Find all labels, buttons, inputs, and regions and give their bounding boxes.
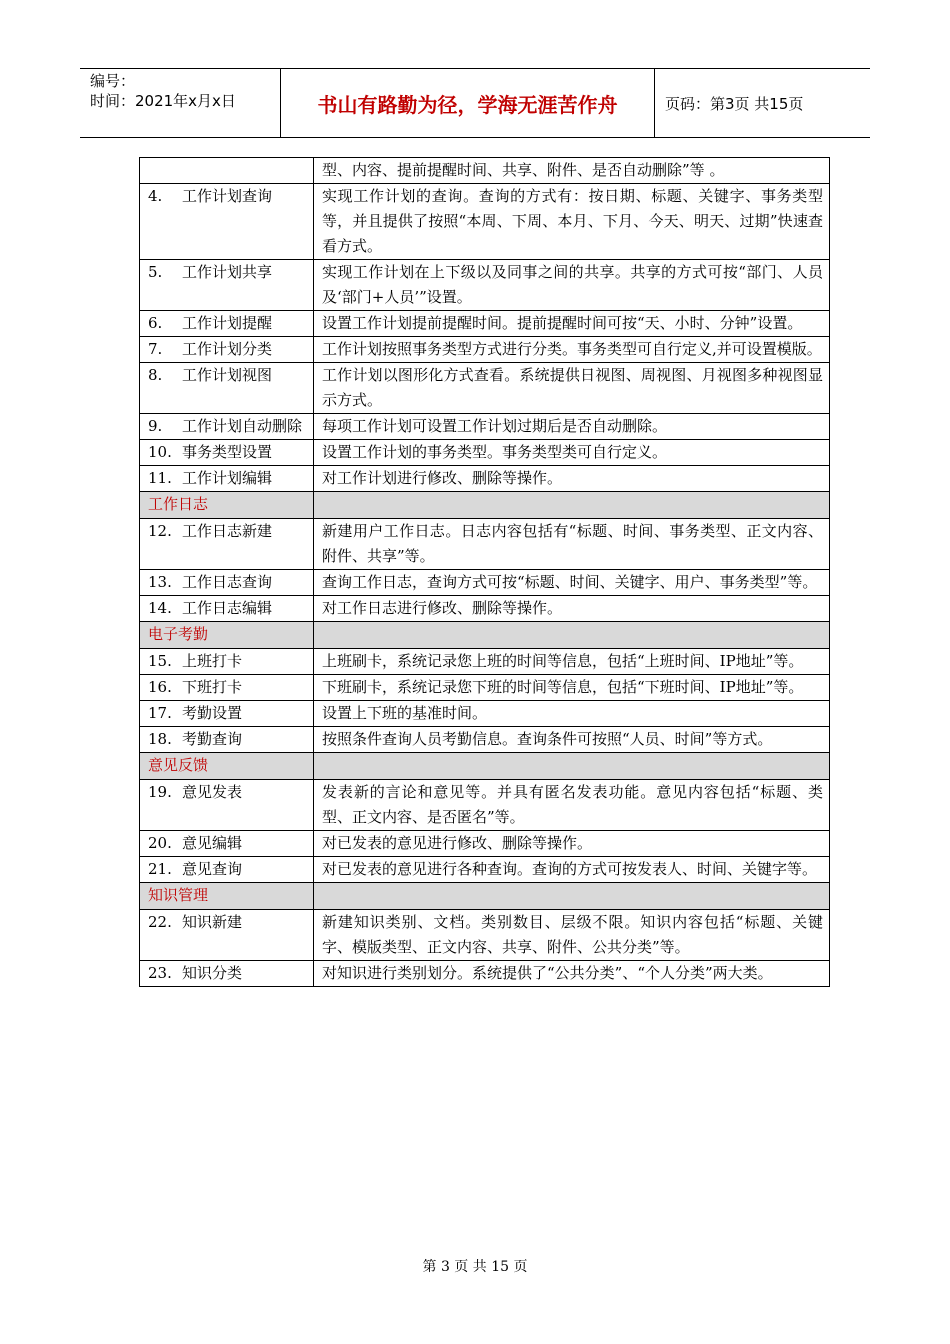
feature-cell: [140, 570, 314, 596]
feature-cell: [140, 701, 314, 727]
item-number: 16.: [148, 678, 172, 696]
feature-cell: [140, 466, 314, 492]
feature-name: 工作计划提醒: [182, 314, 273, 332]
item-number: 12.: [148, 522, 172, 540]
section-empty-cell: [314, 492, 830, 519]
section-title-cell: [140, 492, 314, 519]
doc-number-label: 编号：: [90, 72, 136, 90]
item-number: 20.: [148, 834, 172, 852]
feature-name: 考勤查询: [182, 730, 243, 748]
item-number: 9.: [148, 417, 163, 435]
feature-name: 工作计划共享: [182, 263, 273, 281]
section-title: 知识管理: [148, 886, 209, 904]
continuation-text: 型、内容、提前提醒时间、共享、附件、是否自动删除”等 。: [314, 158, 830, 184]
feature-description: 发表新的言论和意见等。并具有匿名发表功能。意见内容包括“标题、类型、正文内容、是否匿名”等。: [314, 780, 830, 831]
feature-cell: [140, 649, 314, 675]
feature-cell: [140, 675, 314, 701]
section-header-row: [140, 753, 830, 780]
table-row: [140, 857, 830, 883]
section-header-row: [140, 492, 830, 519]
continuation-row: [140, 158, 830, 184]
table-row: [140, 910, 830, 961]
table-row: [140, 466, 830, 492]
section-title-cell: [140, 753, 314, 780]
table-row: [140, 961, 830, 987]
page-header: [80, 68, 870, 138]
feature-cell: [140, 337, 314, 363]
feature-cell: [140, 596, 314, 622]
header-page-info: 页码：第3页 共15页: [665, 94, 804, 113]
item-number: 23.: [148, 964, 172, 982]
table-row: [140, 649, 830, 675]
table-row: [140, 519, 830, 570]
table-row: [140, 184, 830, 260]
feature-name: 事务类型设置: [182, 443, 273, 461]
table-row: [140, 570, 830, 596]
feature-cell: [140, 910, 314, 961]
table-row: [140, 780, 830, 831]
feature-name: 工作计划编辑: [182, 469, 273, 487]
item-number: 13.: [148, 573, 172, 591]
table-row: [140, 727, 830, 753]
item-number: 4.: [148, 187, 163, 205]
feature-cell: [140, 414, 314, 440]
feature-description: 对已发表的意见进行各种查询。查询的方式可按发表人、时间、关键字等。: [314, 857, 830, 883]
item-number: 11.: [148, 469, 172, 487]
item-number: 18.: [148, 730, 172, 748]
feature-description: 新建用户工作日志。日志内容包括有“标题、时间、事务类型、正文内容、附件、共享”等。: [314, 519, 830, 570]
feature-description: 上班刷卡，系统记录您上班的时间等信息，包括“上班时间、IP地址”等。: [314, 649, 830, 675]
feature-name: 考勤设置: [182, 704, 243, 722]
feature-description: 下班刷卡，系统记录您下班的时间等信息，包括“下班时间、IP地址”等。: [314, 675, 830, 701]
table-row: [140, 337, 830, 363]
feature-name: 工作日志新建: [182, 522, 273, 540]
feature-name: 工作计划分类: [182, 340, 273, 358]
section-empty-cell: [314, 622, 830, 649]
table-row: [140, 363, 830, 414]
item-number: 7.: [148, 340, 163, 358]
section-title: 电子考勤: [148, 625, 209, 643]
feature-name: 下班打卡: [182, 678, 243, 696]
table-row: [140, 596, 830, 622]
feature-name: 工作计划视图: [182, 366, 273, 384]
page-footer: 第 3 页 共 15 页: [422, 1259, 528, 1275]
section-header-row: [140, 622, 830, 649]
feature-cell: [140, 961, 314, 987]
table-row: [140, 414, 830, 440]
feature-name: 意见查询: [182, 860, 243, 878]
feature-description: 工作计划以图形化方式查看。系统提供日视图、周视图、月视图多种视图显示方式。: [314, 363, 830, 414]
section-title: 意见反馈: [148, 756, 209, 774]
feature-description: 查询工作日志，查询方式可按“标题、时间、关键字、用户、事务类型”等。: [314, 570, 830, 596]
table-row: [140, 701, 830, 727]
item-number: 10.: [148, 443, 172, 461]
item-number: 15.: [148, 652, 172, 670]
feature-cell: [140, 727, 314, 753]
continuation-empty-cell: [140, 158, 314, 184]
feature-description: 对已发表的意见进行修改、删除等操作。: [314, 831, 830, 857]
feature-cell: [140, 311, 314, 337]
feature-description: 设置工作计划提前提醒时间。提前提醒时间可按“天、小时、分钟”设置。: [314, 311, 830, 337]
item-number: 14.: [148, 599, 172, 617]
feature-description: 对工作日志进行修改、删除等操作。: [314, 596, 830, 622]
table-row: [140, 831, 830, 857]
feature-description: 工作计划按照事务类型方式进行分类。事务类型可自行定义,并可设置模版。: [314, 337, 830, 363]
feature-name: 知识分类: [182, 964, 243, 982]
feature-name: 意见编辑: [182, 834, 243, 852]
section-title: 工作日志: [148, 495, 209, 513]
feature-cell: [140, 831, 314, 857]
doc-time-label: 时间：2021年x月x日: [90, 92, 236, 110]
feature-cell: [140, 780, 314, 831]
feature-description: 设置上下班的基准时间。: [314, 701, 830, 727]
feature-name: 上班打卡: [182, 652, 243, 670]
feature-table-body: [140, 158, 830, 987]
item-number: 17.: [148, 704, 172, 722]
feature-cell: [140, 363, 314, 414]
feature-cell: [140, 184, 314, 260]
item-number: 8.: [148, 366, 163, 384]
section-empty-cell: [314, 883, 830, 910]
item-number: 22.: [148, 913, 172, 931]
item-number: 6.: [148, 314, 163, 332]
feature-name: 工作计划自动删除: [182, 417, 303, 435]
table-row: [140, 260, 830, 311]
table-row: [140, 675, 830, 701]
feature-name: 工作日志查询: [182, 573, 273, 591]
header-motto: 书山有路勤为径，学海无涯苦作舟: [281, 69, 655, 137]
feature-description: 按照条件查询人员考勤信息。查询条件可按照“人员、时间”等方式。: [314, 727, 830, 753]
feature-cell: [140, 857, 314, 883]
feature-name: 意见发表: [182, 783, 243, 801]
feature-description: 实现工作计划的查询。查询的方式有：按日期、标题、关键字、事务类型等，并且提供了按照“本周、下周、本月、下月、今天、明天、过期”快速查看方式。: [314, 184, 830, 260]
table-row: [140, 311, 830, 337]
feature-description: 实现工作计划在上下级以及同事之间的共享。共享的方式可按“部门、人员及‘部门+人员’”设置。: [314, 260, 830, 311]
feature-cell: [140, 440, 314, 466]
feature-name: 工作计划查询: [182, 187, 273, 205]
table-row: [140, 440, 830, 466]
section-empty-cell: [314, 753, 830, 780]
feature-description: 新建知识类别、文档。类别数目、层级不限。知识内容包括“标题、关键字、模版类型、正文内容、共享、附件、公共分类”等。: [314, 910, 830, 961]
header-meta: [80, 69, 281, 137]
feature-name: 知识新建: [182, 913, 243, 931]
feature-description: 对工作计划进行修改、删除等操作。: [314, 466, 830, 492]
feature-name: 工作日志编辑: [182, 599, 273, 617]
section-title-cell: [140, 883, 314, 910]
feature-table: [139, 157, 830, 987]
section-header-row: [140, 883, 830, 910]
item-number: 21.: [148, 860, 172, 878]
item-number: 5.: [148, 263, 163, 281]
feature-cell: [140, 260, 314, 311]
item-number: 19.: [148, 783, 172, 801]
feature-cell: [140, 519, 314, 570]
feature-description: 对知识进行类别划分。系统提供了“公共分类”、“个人分类”两大类。: [314, 961, 830, 987]
feature-description: 设置工作计划的事务类型。事务类型类可自行定义。: [314, 440, 830, 466]
section-title-cell: [140, 622, 314, 649]
feature-description: 每项工作计划可设置工作计划过期后是否自动删除。: [314, 414, 830, 440]
